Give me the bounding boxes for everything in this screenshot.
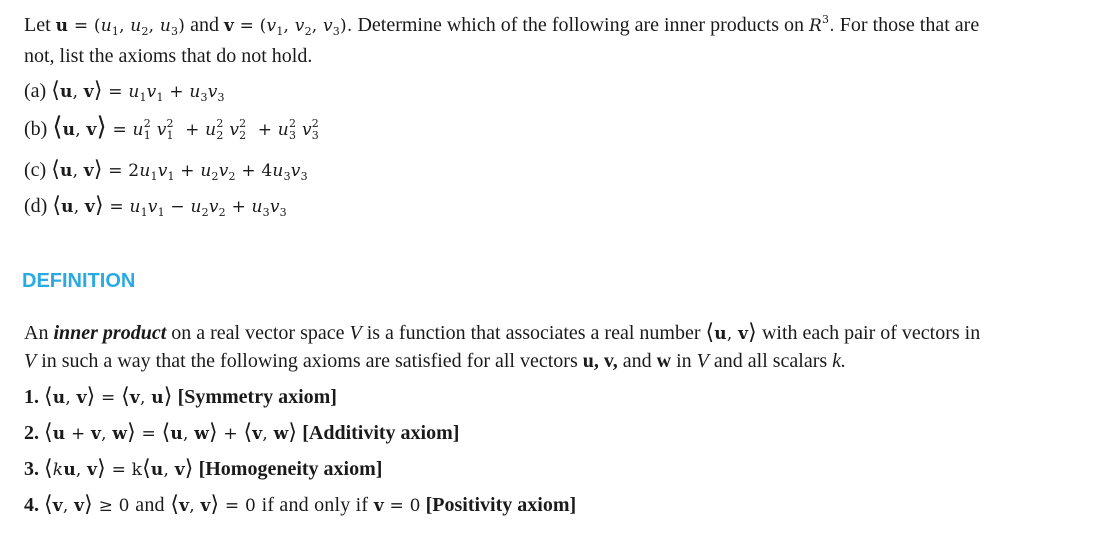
intro-text-3: For those that are bbox=[839, 14, 980, 36]
axiom-name: [Homogeneity axiom] bbox=[198, 458, 383, 480]
axiom-3-formula: ⟨ku, v⟩ = k⟨u, v⟩ bbox=[44, 456, 194, 481]
axiom-name: [Symmetry axiom] bbox=[177, 386, 337, 408]
definition-heading: DEFINITION bbox=[22, 270, 136, 292]
def-text: in such a way that the following axioms are satisfied for all vectors bbox=[41, 350, 578, 372]
intro-text: Let bbox=[24, 14, 51, 36]
axiom-name: [Positivity axiom] bbox=[425, 494, 577, 516]
part-d-formula: ⟨u, v⟩ = $u_1v_1 - u_2v_2 + u_3v_3$ bbox=[52, 193, 287, 219]
axiom-number: 2. bbox=[24, 422, 39, 444]
def-text: in bbox=[676, 350, 692, 372]
u-definition: $u = (u_1$, $u_2$, $u_3$) bbox=[55, 16, 186, 38]
def-var-v: V bbox=[349, 322, 362, 344]
def-vectors: u, v, bbox=[582, 350, 618, 372]
part-b bbox=[24, 114, 325, 143]
axiom-2-formula: ⟨u + v, w⟩ = ⟨u, w⟩ + ⟨v, w⟩ bbox=[44, 420, 298, 445]
axiom-number: 4. bbox=[24, 494, 39, 516]
part-c bbox=[24, 157, 308, 184]
def-text: on a real vector space bbox=[171, 322, 345, 344]
def-vector-w: w bbox=[656, 350, 672, 372]
def-term: inner product bbox=[53, 322, 167, 344]
def-text: is a function that associates a real number bbox=[366, 322, 701, 344]
problem-intro-line-1 bbox=[24, 12, 979, 39]
part-b-label: (b) bbox=[24, 118, 48, 140]
part-d bbox=[24, 193, 287, 220]
axiom-4-formula: ⟨v, v⟩ ≥ 0 and ⟨v, v⟩ = 0 if and only if v = 0 bbox=[44, 492, 421, 517]
def-var-k: k. bbox=[832, 350, 847, 372]
axiom-2 bbox=[24, 420, 459, 447]
part-a bbox=[24, 78, 225, 105]
definition-text-line-1 bbox=[24, 320, 980, 347]
axiom-name: [Additivity axiom] bbox=[302, 422, 460, 444]
def-var-v: V bbox=[696, 350, 709, 372]
def-text: and all scalars bbox=[713, 350, 828, 372]
part-d-label: (d) bbox=[24, 195, 48, 217]
v-definition: $v = (v_1$, $v_2$, $v_3$). bbox=[223, 16, 353, 38]
part-a-formula: ⟨u, v⟩ = $u_1v_1 + u_3v_3$ bbox=[51, 78, 225, 104]
def-text: and bbox=[622, 350, 652, 372]
problem-intro-line-2: not, list the axioms that do not hold. bbox=[24, 45, 313, 67]
intro-and: and bbox=[190, 14, 219, 36]
definition-text-line-2 bbox=[24, 348, 846, 374]
def-text: An bbox=[24, 322, 49, 344]
axiom-1-formula: ⟨u, v⟩ = ⟨v, u⟩ bbox=[44, 384, 173, 409]
axiom-3 bbox=[24, 456, 382, 483]
def-text: with each pair of vectors in bbox=[761, 322, 981, 344]
part-c-label: (c) bbox=[24, 159, 47, 181]
part-c-formula: ⟨u, v⟩ = $2u_1v_1 + u_2v_2 + 4u_3v_3$ bbox=[51, 157, 308, 183]
def-var-v: V bbox=[24, 350, 37, 372]
axiom-number: 1. bbox=[24, 386, 39, 408]
def-inner-product-symbol: ⟨u, v⟩ bbox=[705, 320, 757, 345]
axiom-4 bbox=[24, 492, 576, 519]
part-b-formula: ⟨u, v⟩ = u 2 1 v 2 1 + u 2 2 v 2 2 + u 2 3 v 2 3 bbox=[52, 112, 319, 142]
r3-symbol: $R^3$. bbox=[808, 13, 835, 36]
axiom-1 bbox=[24, 384, 337, 411]
intro-text-2: Determine which of the following are inner products on bbox=[357, 14, 804, 36]
axiom-number: 3. bbox=[24, 458, 39, 480]
part-a-label: (a) bbox=[24, 80, 47, 102]
